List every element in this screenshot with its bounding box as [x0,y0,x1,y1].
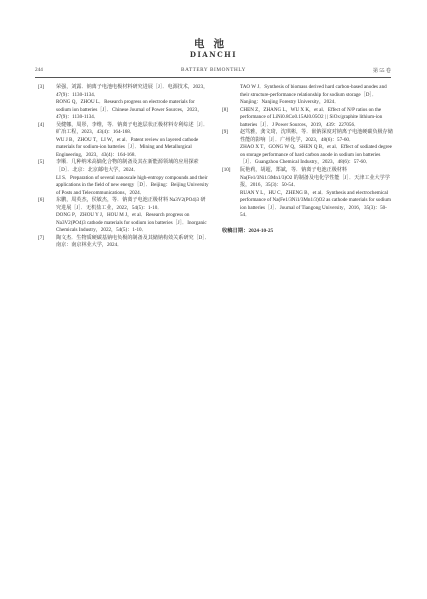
reference-column-left [38,84,210,250]
reference-item [222,129,394,167]
reference-text: LI S．Preparation of several nanoscale high-entropy compounds and their applications in the field of new energy［D］．Beijing：Beijing University of Posts and Telecommunications，2024． [56,174,209,196]
running-title: BATTERY BIMONTHLY [181,67,246,73]
reference-item [38,84,210,122]
reference-text: 陶文杰．生物质硬碳基钠电负极的制备及其储钠构效关系研究［D］．南京：南京林业大学，2024． [56,234,210,249]
reference-number: [9] [222,129,228,136]
reference-number: [10] [222,167,231,174]
reference-number: [5] [38,159,44,166]
reference-number: [7] [38,234,44,241]
reference-text: 荣强，刘露．钠离子电池电极材料研究进展［J］．电源技术，2023，47(9)：1130-1134． [56,84,209,98]
reference-item [38,235,210,250]
reference-text: ZHAO X T，GONG W Q，SHEN Q B，et al．Effect of sodiated degree on storage performance of hard carbon anode in sodium ion batteries［J］．Guangzhou Chemical Industry，2023，48(6)：57-60． [240,144,392,166]
received-date: 收稿日期：2024-10-25 [222,227,274,234]
journal-title-chinese: 电池 [194,38,233,50]
reference-text: 李顺．几种纳米高熵化合物的制备及其在新能源领域的应用探索［D］．北京：北京邮电大学，2024． [56,159,199,174]
reference-number: [4] [38,121,44,128]
volume-label: 第 55 卷 [372,68,391,74]
reference-item [38,122,210,160]
reference-item [222,84,394,107]
reference-text: 赵笃雅，龚文琦，沈琪彬，等．嵌钠深度对钠离子电池硬碳负极存储性能的影响［J］．广州化学，2023，48(6)：57-60． [240,129,393,143]
reference-text: RUAN Y L，HU C，ZHENG B，et al．Synthesis and electrochemical performance of Na(Fe1/3Ni1/3Mn1/3)O2 as cathode materials for sodium ion batteries［J］．Journal of Tiangong University，2016，35(3)：50-54． [240,189,391,219]
reference-column-right [222,84,394,235]
reference-text: RONG Q，ZHOU L．Research progress on electrode materials for sodium ion batteries［J］．Chinese Journal of Power Sources，2023，47(9)：1130-1134． [56,99,203,121]
reference-text: WU J B，ZHOU T，LI W，et al．Patent review on layered cathode materials for sodium-ion batteries［J］．Mining and Metallurgical Engineering，2023，43(4)：164-168． [56,136,199,158]
reference-item [38,197,210,235]
reference-item [222,167,394,220]
reference-number: [8] [222,106,228,113]
reference-number: [6] [38,197,44,204]
reference-text: 阮艳莉，胡超，郑斌，等．钠离子电池正极材料 Na(Fe1/3Ni1/3Mn1/3)O2 的制备及电化学性能［J］．天津工业大学学报，2016，35(3)：50-54． [240,167,390,189]
reference-text: CHEN Z，ZHANG L，WU X K，et al．Effect of N/P ratios on the performance of LiNi0.8Co0.15Al0.05O2 | | SiOx/graphite lithium-ion batteries［J］．J Power Sources，2019，439：227056． [240,106,383,128]
reference-text: DONG P，ZHOU Y J，HOU M J，et al．Research progress on Na3V2(PO4)3 cathode materials for sodium ion batteries［J］．Inorganic Chemicals Industry，2022，54(5)：1-10． [56,212,207,234]
header-rule [35,77,391,78]
reference-text: 吴健娜，周彤，李维，等．钠离子电池层状正极材料专利综述［J］．矿冶工程，2023，43(4)：164-168． [56,121,209,136]
reference-text: TAO W J．Synthesis of biomass derived hard carbon-based anodes and their structure-performance relationship for sodium storage［D］．Nanjing：Nanjing Forestry University，2024． [240,84,387,106]
page-number: 244 [35,67,43,73]
reference-text: 东鹏，周英杰，侯敏杰，等．钠离子电池正极材料 Na3V2(PO4)3 研究进展［J］．无机盐工业，2022，54(5)：1-10． [56,197,206,211]
reference-number: [3] [38,84,44,90]
journal-title-english: DIANCHI [189,50,238,59]
reference-item [38,159,210,197]
reference-item [222,107,394,130]
